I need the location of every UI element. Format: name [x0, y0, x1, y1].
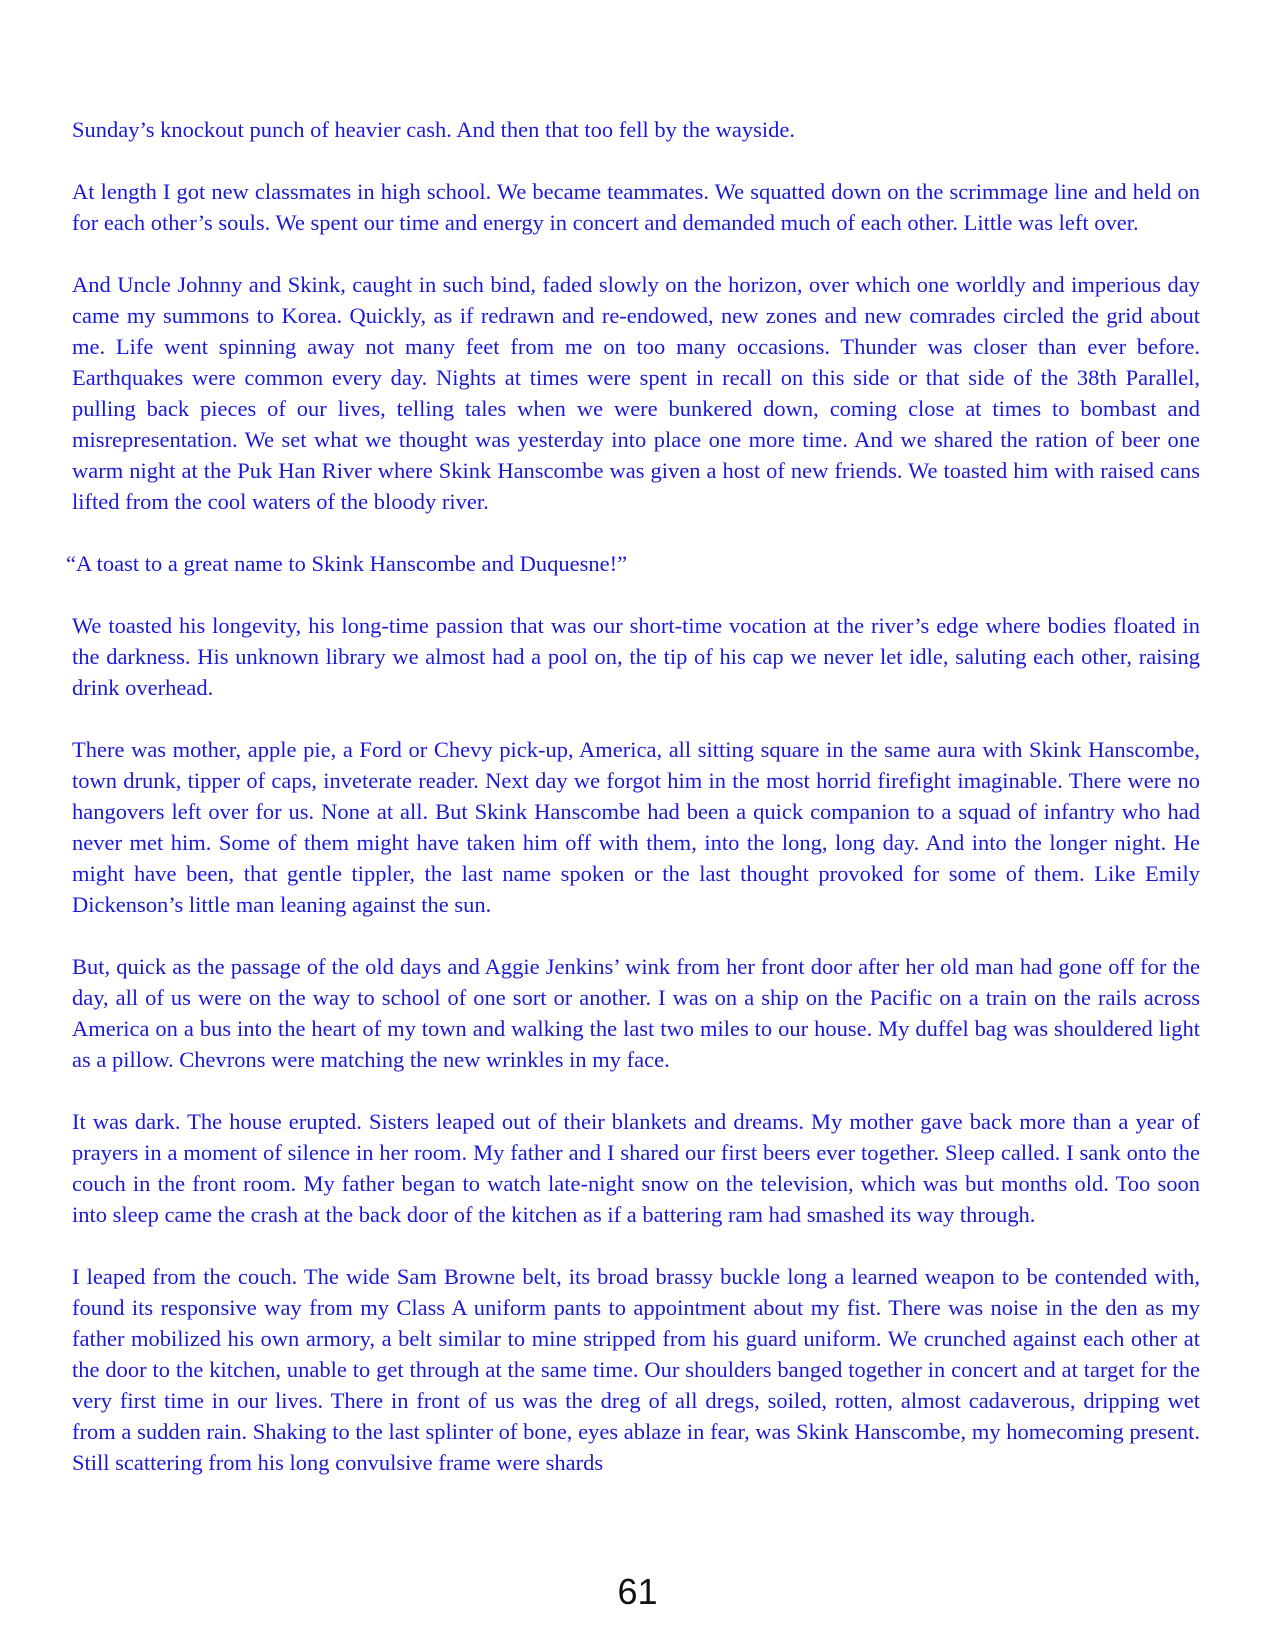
paragraph-3: And Uncle Johnny and Skink, caught in such bind, faded slowly on the horizon, over which one worldly and imperious day came my summons to Korea. Quickly, as if redrawn and re-endowed, new zones and new comrades circled the grid about me. Life went spinning away not many feet from me on too many occasions. Thunder was closer than ever before. Earthquakes were common every day. Nights at times were spent in recall on this side or that side of the 38th Parallel, pulling back pieces of our lives, telling tales when we were bunkered down, coming close at times to bombast and misrepresentation. We set what we thought was yesterday into place one more time. And we shared the ration of beer one warm night at the Puk Han River where Skink Hanscombe was given a host of new friends. We toasted him with raised cans lifted from the cool waters of the bloody river.: [72, 272, 1200, 514]
paragraph-5: We toasted his longevity, his long-time passion that was our short-time vocation at the river’s edge where bodies floated in the darkness. His unknown library we almost had a pool on, the tip of his cap we never let idle, saluting each other, raising drink overhead.: [72, 613, 1200, 700]
paragraph-7: But, quick as the passage of the old days and Aggie Jenkins’ wink from her front door after her old man had gone off for the day, all of us were on the way to school of one sort or another. I was on a ship on the Pacific on a train on the rails across America on a bus into the heart of my town and walking the last two miles to our house. My duffel bag was shouldered light as a pillow. Chevrons were matching the new wrinkles in my face.: [72, 954, 1200, 1072]
paragraph-toast-quote: “A toast to a great name to Skink Hanscombe and Duquesne!”: [66, 551, 628, 576]
paragraph-9: I leaped from the couch. The wide Sam Browne belt, its broad brassy buckle long a learned weapon to be contended with, found its responsive way from my Class A uniform pants to appointment about my fist. There was noise in the den as my father mobilized his own armory, a belt similar to mine stripped from his guard uniform. We crunched against each other at the door to the kitchen, unable to get through at the same time. Our shoulders banged together in concert and at target for the very first time in our lives. There in front of us was the dreg of all dregs, soiled, rotten, almost cadaverous, dripping wet from a sudden rain. Shaking to the last splinter of bone, eyes ablaze in fear, was Skink Hanscombe, my homecoming present. Still scattering from his long convulsive frame were shards: [72, 1264, 1200, 1475]
paragraph-2: At length I got new classmates in high school. We became teammates. We squatted down on the scrimmage line and held on for each other’s souls. We spent our time and energy in concert and demanded much of each other. Little was left over.: [72, 179, 1200, 235]
paragraph-8: It was dark. The house erupted. Sisters leaped out of their blankets and dreams. My mother gave back more than a year of prayers in a moment of silence in her room. My father and I shared our first beers ever together. Sleep called. I sank onto the couch in the front room. My father began to watch late-night snow on the television, which was but months old. Too soon into sleep came the crash at the back door of the kitchen as if a battering ram had smashed its way through.: [72, 1109, 1200, 1227]
page-number: 61: [617, 1571, 658, 1612]
paragraph-1: Sunday’s knockout punch of heavier cash. And then that too fell by the wayside.: [72, 117, 795, 142]
paragraph-6: There was mother, apple pie, a Ford or Chevy pick-up, America, all sitting square in the same aura with Skink Hanscombe, town drunk, tipper of caps, inveterate reader. Next day we forgot him in the most horrid firefight imaginable. There were no hangovers left over for us. None at all. But Skink Hanscombe had been a quick companion to a squad of infantry who had never met him. Some of them might have taken him off with them, into the long, long day. And into the longer night. He might have been, that gentle tippler, the last name spoken or the last thought provoked for some of them. Like Emily Dickenson’s little man leaning against the sun.: [72, 737, 1200, 917]
body-text: [66, 114, 1200, 1478]
